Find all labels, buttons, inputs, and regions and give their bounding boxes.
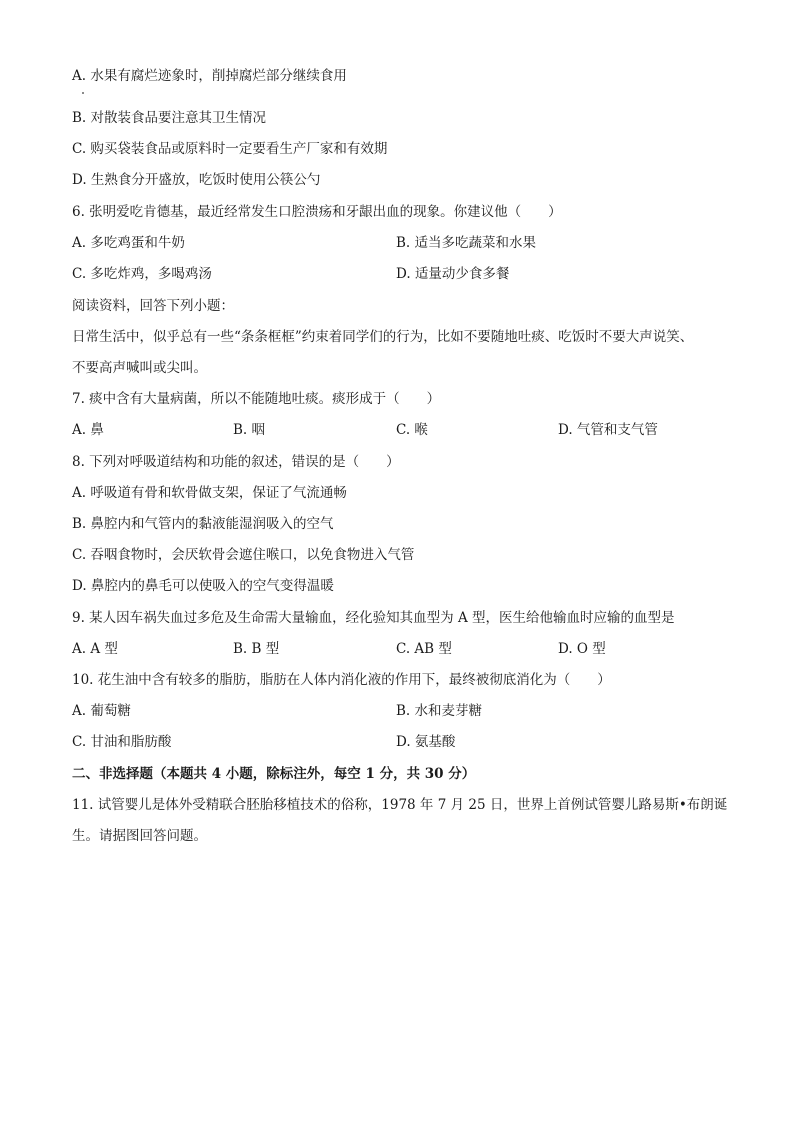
reading-intro: 阅读资料，回答下列小题： — [72, 298, 234, 314]
q6-option-b: B. 适当多吃蔬菜和水果 — [396, 235, 537, 251]
q7-stem: 7. 痰中含有大量病菌，所以不能随地吐痰。痰形成于（ ） — [72, 391, 441, 407]
q7-option-a: A. 鼻 — [72, 422, 104, 438]
q9-option-b: B. B 型 — [233, 641, 280, 657]
q9-option-d: D. O 型 — [558, 641, 606, 657]
q9-option-a: A. A 型 — [72, 641, 118, 657]
q5-option-b: B. 对散装食品要注意其卫生情况 — [72, 110, 267, 126]
q7-option-d: D. 气管和支气管 — [558, 422, 658, 438]
section-2-heading: 二、非选择题（本题共 4 小题，除标注外，每空 1 分，共 30 分） — [72, 766, 476, 782]
q8-option-a: A. 呼吸道有骨和软骨做支架，保证了气流通畅 — [72, 485, 347, 501]
q8-option-b: B. 鼻腔内和气管内的黏液能湿润吸入的空气 — [72, 516, 334, 532]
reading-text-line-2: 不要高声喊叫或尖叫。 — [72, 360, 207, 376]
q6-option-d: D. 适量动少食多餐 — [396, 266, 510, 282]
q9-option-c: C. AB 型 — [396, 641, 452, 657]
stray-dot-mark — [82, 92, 84, 94]
q11-stem-line-1: 11. 试管婴儿是体外受精联合胚胎移植技术的俗称，1978 年 7 月 25 日，世界上首例试管婴儿路易斯•布朗诞 — [72, 797, 728, 813]
q10-stem: 10. 花生油中含有较多的脂肪，脂肪在人体内消化液的作用下，最终被彻底消化为（ ） — [72, 672, 611, 688]
q8-option-d: D. 鼻腔内的鼻毛可以使吸入的空气变得温暖 — [72, 578, 334, 594]
q6-option-c: C. 多吃炸鸡，多喝鸡汤 — [72, 266, 212, 282]
q11-stem-line-2: 生。请据图回答问题。 — [72, 828, 207, 844]
q5-option-a: A. 水果有腐烂迹象时，削掉腐烂部分继续食用 — [72, 68, 347, 84]
q7-option-b: B. 咽 — [233, 422, 266, 438]
q6-option-a: A. 多吃鸡蛋和牛奶 — [72, 235, 185, 251]
q10-option-b: B. 水和麦芽糖 — [396, 703, 483, 719]
q6-stem: 6. 张明爱吃肯德基，最近经常发生口腔溃疡和牙龈出血的现象。你建议他（ ） — [72, 204, 562, 220]
q7-option-c: C. 喉 — [396, 422, 428, 438]
q10-option-d: D. 氨基酸 — [396, 734, 456, 750]
q10-option-c: C. 甘油和脂肪酸 — [72, 734, 172, 750]
q8-option-c: C. 吞咽食物时，会厌软骨会遮住喉口，以免食物进入气管 — [72, 547, 415, 563]
reading-text-line-1: 日常生活中，似乎总有一些“条条框框”约束着同学们的行为，比如不要随地吐痰、吃饭时不要大声说笑、 — [72, 329, 694, 345]
q5-option-d: D. 生熟食分开盛放，吃饭时使用公筷公勺 — [72, 172, 321, 188]
q9-stem: 9. 某人因车祸失血过多危及生命需大量输血，经化验知其血型为 A 型，医生给他输血时应输的血型是 — [72, 610, 675, 626]
q5-option-c: C. 购买袋装食品或原料时一定要看生产厂家和有效期 — [72, 141, 388, 157]
q8-stem: 8. 下列对呼吸道结构和功能的叙述，错误的是（ ） — [72, 454, 400, 470]
q10-option-a: A. 葡萄糖 — [72, 703, 131, 719]
